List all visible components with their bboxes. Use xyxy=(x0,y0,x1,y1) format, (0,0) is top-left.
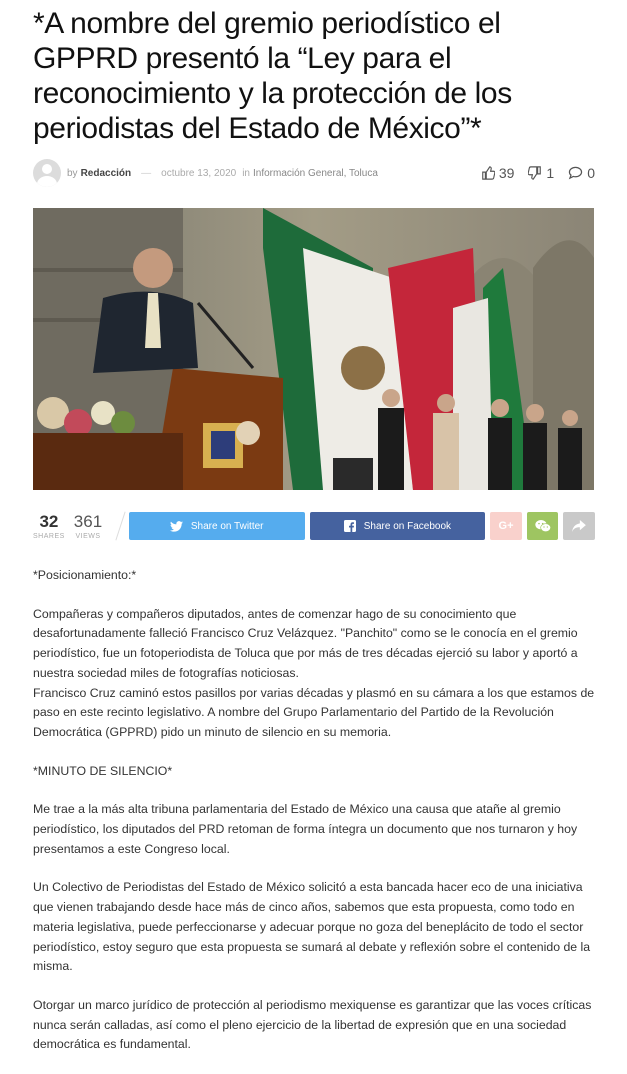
twitter-icon xyxy=(170,521,183,532)
paragraph-block-1 xyxy=(33,605,598,743)
views-label: VIEWS xyxy=(75,532,101,540)
meta-separator: — xyxy=(141,167,152,179)
post-meta xyxy=(33,158,595,188)
paragraph-posicionamiento: *Posicionamiento:* xyxy=(33,568,137,582)
shares-count xyxy=(33,513,65,540)
paragraph-minuto-silencio: *MINUTO DE SILENCIO* xyxy=(33,763,173,778)
googleplus-icon: G+ xyxy=(498,520,514,532)
paragraph-colectivo: Un Colectivo de Periodistas del Estado de México solicitó a esta bancada hacer eco de una iniciativa que vienen trabajando desde hace más de cinco años, sabemos que esta propuesta, como todo en materia legislativa, puede perfeccionarse y adecuar porque no goza del beneplácito de todo el sector periodístico, estoy seguro que esta propuesta se sumará al debate y reflexión sobre el contenido de la misma. xyxy=(33,880,591,974)
paragraph-minute-request: Francisco Cruz caminó estos pasillos por varias décadas y plasmó en su cámara a los que estamos de paso en este recinto legislativo. A nombre del Grupo Parlamentario del Partido de la Revolución Democrática (GPPRD) pido un minuto de silencio en su memoria. xyxy=(33,685,595,739)
thumbs-down-icon xyxy=(528,166,542,180)
facebook-icon xyxy=(344,520,356,532)
like-count: 39 xyxy=(498,165,515,181)
thumbs-up-icon xyxy=(481,166,495,180)
post-date[interactable]: octubre 13, 2020 xyxy=(161,167,237,179)
featured-image[interactable] xyxy=(33,208,594,490)
comment-count: 0 xyxy=(587,165,595,181)
share-bar xyxy=(33,508,595,544)
paragraph-marco-juridico: Otorgar un marco jurídico de protección al periodismo mexiquense es garantizar que las voces críticas nunca serán calladas, así como el pleno ejercicio de la libertad de expresión que en una sociedad democrática es fundamental. xyxy=(33,997,592,1052)
author-link[interactable]: Redacción xyxy=(80,167,132,179)
paragraph-tribuna: Me trae a la más alta tribuna parlamentaria del Estado de México una causa que atañe al gremio periodístico, los diputados del PRD retoman de forma íntegra un documento que nos turnaron y hoy presentamos a este Congreso local. xyxy=(33,802,578,856)
comment-icon xyxy=(568,166,583,180)
share-twitter-button[interactable] xyxy=(129,512,305,540)
share-arrow-icon xyxy=(572,520,586,532)
share-wechat-button[interactable] xyxy=(527,512,559,540)
share-more-button[interactable] xyxy=(563,512,595,540)
article-title: *A nombre del gremio periodístico el GPPRD presentó la “Ley para el reconocimiento y la protección de los periodistas del Estado de México”* xyxy=(33,7,512,145)
like-button[interactable] xyxy=(481,165,515,181)
share-googleplus-button[interactable] xyxy=(490,512,522,540)
dislike-button[interactable] xyxy=(528,165,554,181)
share-counts xyxy=(33,513,122,540)
comments-link[interactable] xyxy=(568,165,595,181)
category-links[interactable]: Información General, Toluca xyxy=(253,167,378,179)
author-avatar[interactable] xyxy=(33,159,61,187)
share-facebook-label: Share on Facebook xyxy=(363,520,452,532)
congress-session-photo xyxy=(33,208,594,490)
views-number: 361 xyxy=(73,511,103,531)
in-label: in xyxy=(242,167,250,179)
post-stats xyxy=(481,165,595,181)
shares-number: 32 xyxy=(39,511,59,531)
wechat-icon xyxy=(535,519,551,533)
dislike-count: 1 xyxy=(546,165,555,181)
shares-label: SHARES xyxy=(33,532,65,540)
paragraph-condolence: Compañeras y compañeros diputados, antes de comenzar hago de su conocimiento que desafortunadamente falleció Francisco Cruz Velázquez. "Panchito" como se le conocía en el gremio periodístico, fue un fotoperiodista de Toluca que por más de tres décadas ejerció su labor y aportó a nuestra sociedad miles de fotografías noticiosas. xyxy=(33,606,578,680)
views-count xyxy=(74,513,102,540)
article-body xyxy=(33,566,598,1074)
share-twitter-label: Share on Twitter xyxy=(190,520,264,532)
by-label: by xyxy=(67,167,78,179)
share-facebook-button[interactable] xyxy=(310,512,486,540)
